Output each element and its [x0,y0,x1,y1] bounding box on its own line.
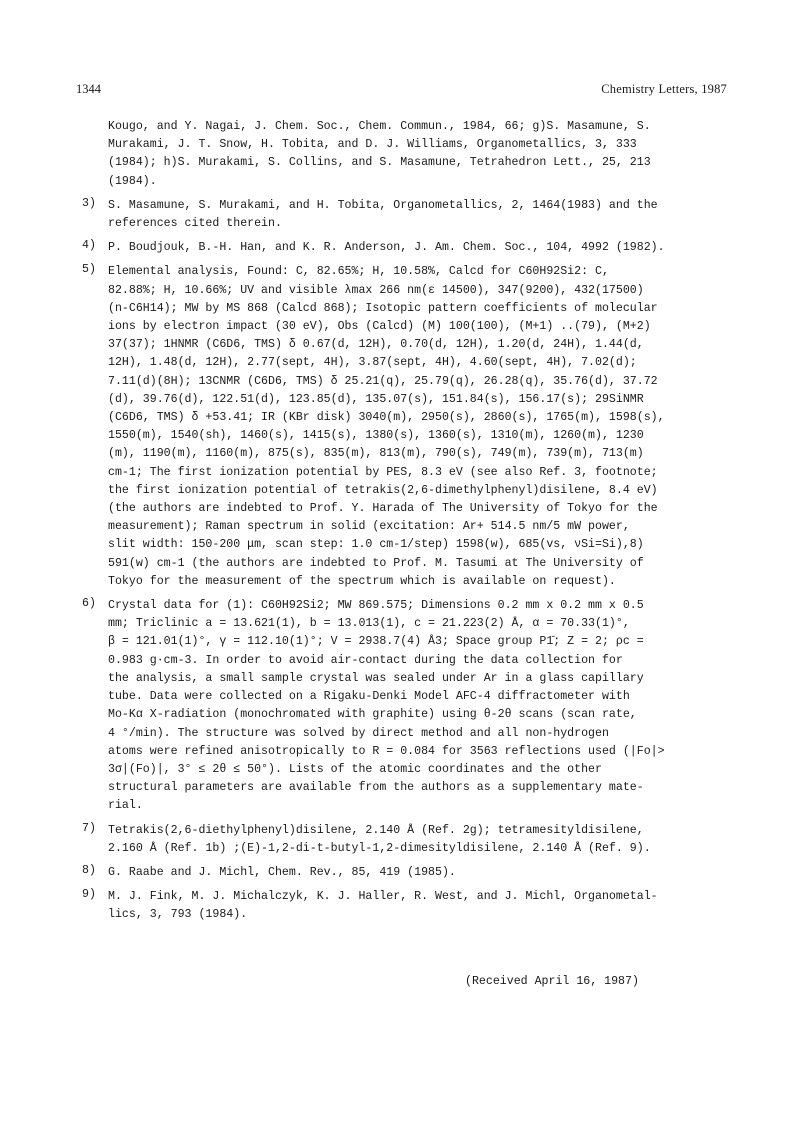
reference-number: 5) [82,263,96,277]
reference-text: M. J. Fink, M. J. Michalczyk, K. J. Haller, R. West, and J. Michl, Organometal- lics, 3, 793 (1984). [108,890,658,922]
reference-number: 8) [82,863,96,877]
reference-item [82,864,728,882]
reference-text: P. Boudjouk, B.-H. Han, and K. R. Anderson, J. Am. Chem. Soc., 104, 4992 (1982). [108,241,665,255]
reference-list [82,118,728,931]
reference-item [82,263,728,591]
reference-number: 9) [82,888,96,902]
reference-item [82,888,728,924]
reference-number: 4) [82,239,96,253]
received-date: (Received April 16, 1987) [465,975,639,988]
reference-text: Tetrakis(2,6-diethylphenyl)disilene, 2.140 Å (Ref. 2g); tetramesityldisilene, 2.160 Å (Ref. 1b) ;(E)-1,2-di-t-butyl-1,2-dimesityldisilene, 2.140 Å (Ref. 9). [108,823,651,855]
reference-number: 3) [82,196,96,210]
reference-item [82,239,728,257]
reference-item [82,197,728,233]
reference-number: 6) [82,597,96,611]
reference-number: 7) [82,821,96,835]
reference-item [82,118,728,191]
reference-item [82,597,728,815]
reference-text: S. Masamune, S. Murakami, and H. Tobita, Organometallics, 2, 1464(1983) and the references cited therein. [108,198,658,231]
reference-text: G. Raabe and J. Michl, Chem. Rev., 85, 419 (1985). [108,865,456,879]
journal-header: Chemistry Letters, 1987 [601,82,727,96]
reference-text: Kougo, and Y. Nagai, J. Chem. Soc., Chem. Commun., 1984, 66; g)S. Masamune, S. Murakami, J. T. Snow, H. Tobita, and D. J. Williams, Organometallics, 3, 333 (1984); h)S. Murakami, S. Collins, and S. Masamune, Tetrahedron Lett., 25, 213 (1984). [108,120,651,188]
reference-text: Crystal data for (1): C60H92Si2; MW 869.575; Dimensions 0.2 mm x 0.2 mm x 0.5 mm; Triclinic a = 13.621(1), b = 13.013(1), c = 21.223(2) Å, α = 70.33(1)°, β = 121.01(1)°, γ = 112.10(1)°; V = 2938.7(4) Å3; Space group P1̄; Z = 2; ρc = 0.983 g·cm-3. In order to avoid air-contact during the data collection for the analysis, a small sample crystal was sealed under Ar in a glass capillary tube. Data were collected on a Rigaku-Denki Model AFC-4 diffractometer with Mo-Kα X-radiation (monochromated with graphite) using θ-2θ scans (scan rate, 4 °/min). The structure was solved by direct method and all non-hydrogen atoms were refined anisotropically to R = 0.084 for 3563 reflections used (|Fo|> 3σ|(Fo)|, 3° ≤ 2θ ≤ 50°). Lists of the atomic coordinates and the other structural parameters are available from the authors as a supplementary mate- rial. [108,599,665,813]
reference-text: Elemental analysis, Found: C, 82.65%; H, 10.58%, Calcd for C60H92Si2: C, 82.88%; H, 10.66%; UV and visible λmax 266 nm(ε 14500), 347(9200), 432(17500) (n-C6H14); MW by MS 868 (Calcd 868); Isotopic pattern coefficients of molecular ions by electron impact (30 eV), Obs (Calcd) (M) 100(100), (M+1) ..(79), (M+2) 37(37); 1HNMR (C6D6, TMS) δ 0.67(d, 12H), 0.70(d, 12H), 1.20(d, 24H), 1.44(d, 12H), 1.48(d, 12H), 2.77(sept, 4H), 3.87(sept, 4H), 4.60(sept, 4H), 7.02(d); 7.11(d)(8H); 13CNMR (C6D6, TMS) δ 25.21(q), 25.79(q), 26.28(q), 35.76(d), 37.72 (d), 39.76(d), 122.51(d), 123.85(d), 135.07(s), 151.84(s), 156.17(s); 29SiNMR (C6D6, TMS) δ +53.41; IR (KBr disk) 3040(m), 2950(s), 2860(s), 1765(m), 1598(s), 1550(m), 1540(sh), 1460(s), 1415(s), 1380(s), 1360(s), 1310(m), 1260(m), 1230 (m), 1190(m), 1160(m), 875(s), 835(m), 813(m), 790(s), 749(m), 739(m), 713(m) cm-1; The first ionization potential by PES, 8.3 eV (see also Ref. 3, footnote; the first ionization potential of tetrakis(2,6-dimethylphenyl)disilene, 8.4 eV) (the authors are indebted to Prof. Y. Harada of The University of Tokyo for the measurement); Raman spectrum in solid (excitation: Ar+ 514.5 nm/5 mW power, slit width: 150-200 μm, scan step: 1.0 cm-1/step) 1598(w), 685(vs, νSi=Si),8) 591(w) cm-1 (the authors are indebted to Prof. M. Tasumi at The University of Tokyo for the measurement of the spectrum which is available on request). [108,265,665,588]
page-number: 1344 [76,82,101,96]
reference-item [82,822,728,858]
